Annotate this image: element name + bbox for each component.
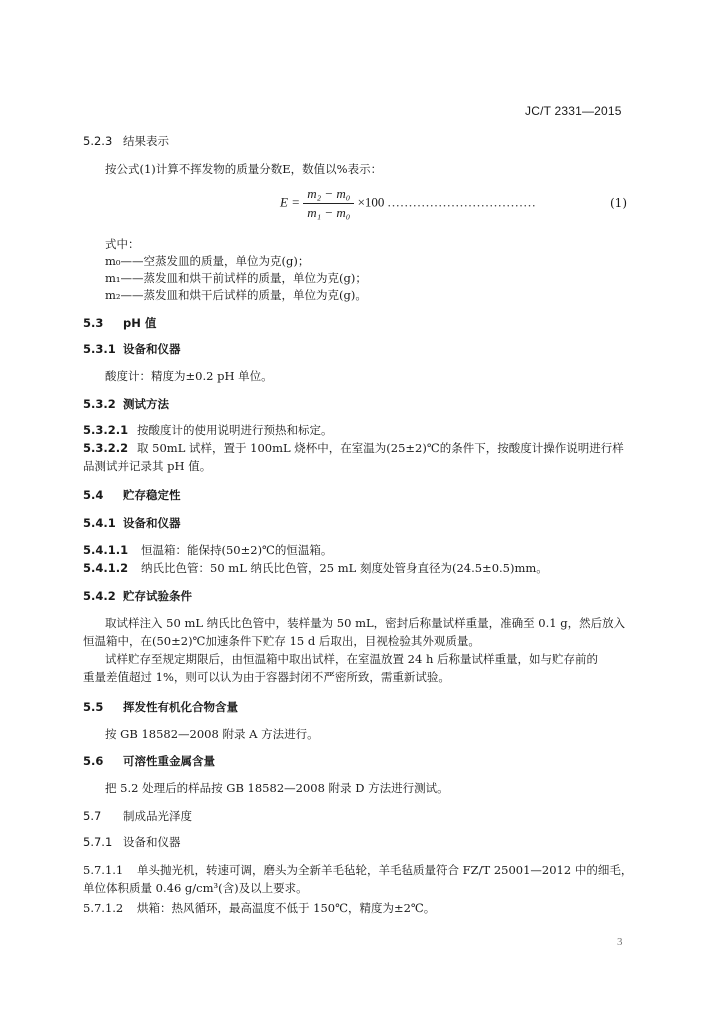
variable-m1: m₁——蒸发皿和烘干前试样的质量，单位为克(g)； xyxy=(105,271,367,285)
formula-1 xyxy=(280,186,536,221)
standard-number: JC/T 2331—2015 xyxy=(525,104,622,118)
clause-text: 烘箱：热风循环，最高温度不低于 150℃，精度为±2℃。 xyxy=(137,901,436,915)
section-number: 5.6 xyxy=(83,754,104,768)
clause-number: 5.7.1.1 xyxy=(83,863,124,877)
section-5-6-heading xyxy=(83,753,215,769)
section-number: 5.4.1 xyxy=(83,516,116,530)
clause-text: 取 50mL 试样，置于 100mL 烧杯中，在室温为(25±2)℃的条件下，按酸度计操作说明进行样 xyxy=(137,441,624,455)
page-number: 3 xyxy=(617,936,623,948)
formula-factor: ×100 xyxy=(357,194,385,210)
section-title: 测试方法 xyxy=(123,397,169,411)
section-number: 5.3 xyxy=(83,316,104,330)
clause-number: 5.3.2.2 xyxy=(83,441,129,455)
section-5-4-2-heading xyxy=(83,588,192,604)
section-number: 5.2.3 xyxy=(83,134,113,148)
formula-denominator: m₁ − m₀ xyxy=(307,205,351,220)
section-title: 贮存试验条件 xyxy=(123,589,192,603)
section-title: 制成品光泽度 xyxy=(123,809,192,823)
clause-5-3-2-2 xyxy=(83,440,624,456)
section-5-3-1-heading xyxy=(83,341,181,357)
clause-5-4-1-1 xyxy=(83,542,332,558)
section-5-4-1-heading xyxy=(83,515,181,531)
storage-para-2-line-1: 试样贮存至规定期限后，由恒温箱中取出试样，在室温放置 24 h 后称量试样重量，如与贮存前的 xyxy=(105,652,599,666)
clause-5-3-2-1 xyxy=(83,422,333,438)
section-number: 5.3.2 xyxy=(83,397,116,411)
ph-meter-spec: 酸度计：精度为±0.2 pH 单位。 xyxy=(105,369,273,383)
clause-text: 单头抛光机，转速可调，磨头为全新羊毛毡轮，羊毛毡质量符合 FZ/T 25001—2012 中的细毛， xyxy=(137,863,633,877)
section-5-7-1-heading xyxy=(83,834,181,850)
clause-5-7-1-1 xyxy=(83,862,632,878)
section-title: pH 值 xyxy=(123,316,157,330)
variable-m2: m₂——蒸发皿和烘干后试样的质量，单位为克(g)。 xyxy=(105,288,367,302)
formula-fraction xyxy=(303,186,354,221)
formula-intro: 按公式(1)计算不挥发物的质量分数E，数值以%表示： xyxy=(105,162,383,176)
clause-5-4-1-2 xyxy=(83,560,548,576)
section-5-5-heading xyxy=(83,699,238,715)
clause-number: 5.7.1.2 xyxy=(83,901,124,915)
section-title: 设备和仪器 xyxy=(123,342,181,356)
clause-5-7-1-1-cont: 单位体积质量 0.46 g/cm³(含)及以上要求。 xyxy=(83,881,308,895)
clause-number: 5.3.2.1 xyxy=(83,423,129,437)
section-5-3-heading xyxy=(83,315,156,331)
clause-text: 按酸度计的使用说明进行预热和标定。 xyxy=(137,423,333,437)
section-number: 5.5 xyxy=(83,700,104,714)
voc-method: 按 GB 18582—2008 附录 A 方法进行。 xyxy=(105,727,319,741)
section-number: 5.4 xyxy=(83,488,104,502)
section-title: 设备和仪器 xyxy=(123,835,181,849)
section-title: 可溶性重金属含量 xyxy=(123,754,215,768)
section-5-7-heading xyxy=(83,808,192,824)
heavy-metal-method: 把 5.2 处理后的样品按 GB 18582—2008 附录 D 方法进行测试。 xyxy=(105,781,449,795)
clause-text: 纳氏比色管：50 mL 纳氏比色管，25 mL 刻度处管身直径为(24.5±0.5)mm。 xyxy=(141,561,548,575)
clause-5-7-1-2 xyxy=(83,900,435,916)
section-number: 5.3.1 xyxy=(83,342,116,356)
storage-para-1-line-1: 取试样注入 50 mL 纳氏比色管中，装样量为 50 mL，密封后称量试样重量，准确至 0.1 g，然后放入 xyxy=(105,616,626,630)
where-label: 式中： xyxy=(105,237,140,251)
formula-numerator: m₂ − m₀ xyxy=(303,186,354,204)
section-5-4-heading xyxy=(83,487,181,503)
clause-5-3-2-2-cont: 品测试并记录其 pH 值。 xyxy=(83,459,212,473)
storage-para-2-line-2: 重量差值超过 1%，则可以认为由于容器封闭不严密所致，需重新试验。 xyxy=(83,670,450,684)
storage-para-1-line-2: 恒温箱中，在(50±2)℃加速条件下贮存 15 d 后取出，目视检验其外观质量。 xyxy=(83,634,480,648)
section-title: 贮存稳定性 xyxy=(123,488,181,502)
clause-number: 5.4.1.2 xyxy=(83,561,129,575)
section-number: 5.7.1 xyxy=(83,835,113,849)
section-title: 设备和仪器 xyxy=(123,516,181,530)
formula-leader-dots: ................................... xyxy=(387,194,537,210)
section-title: 结果表示 xyxy=(123,134,169,148)
formula-lhs: E = xyxy=(280,194,300,210)
section-number: 5.4.2 xyxy=(83,589,116,603)
clause-number: 5.4.1.1 xyxy=(83,543,129,557)
variable-m0: m₀——空蒸发皿的质量，单位为克(g)； xyxy=(105,254,310,268)
section-5-2-3-heading xyxy=(83,133,169,149)
clause-text: 恒温箱：能保持(50±2)℃的恒温箱。 xyxy=(141,543,333,557)
section-title: 挥发性有机化合物含量 xyxy=(123,700,238,714)
section-5-3-2-heading xyxy=(83,396,169,412)
section-number: 5.7 xyxy=(83,809,102,823)
equation-number: (1) xyxy=(610,196,627,210)
